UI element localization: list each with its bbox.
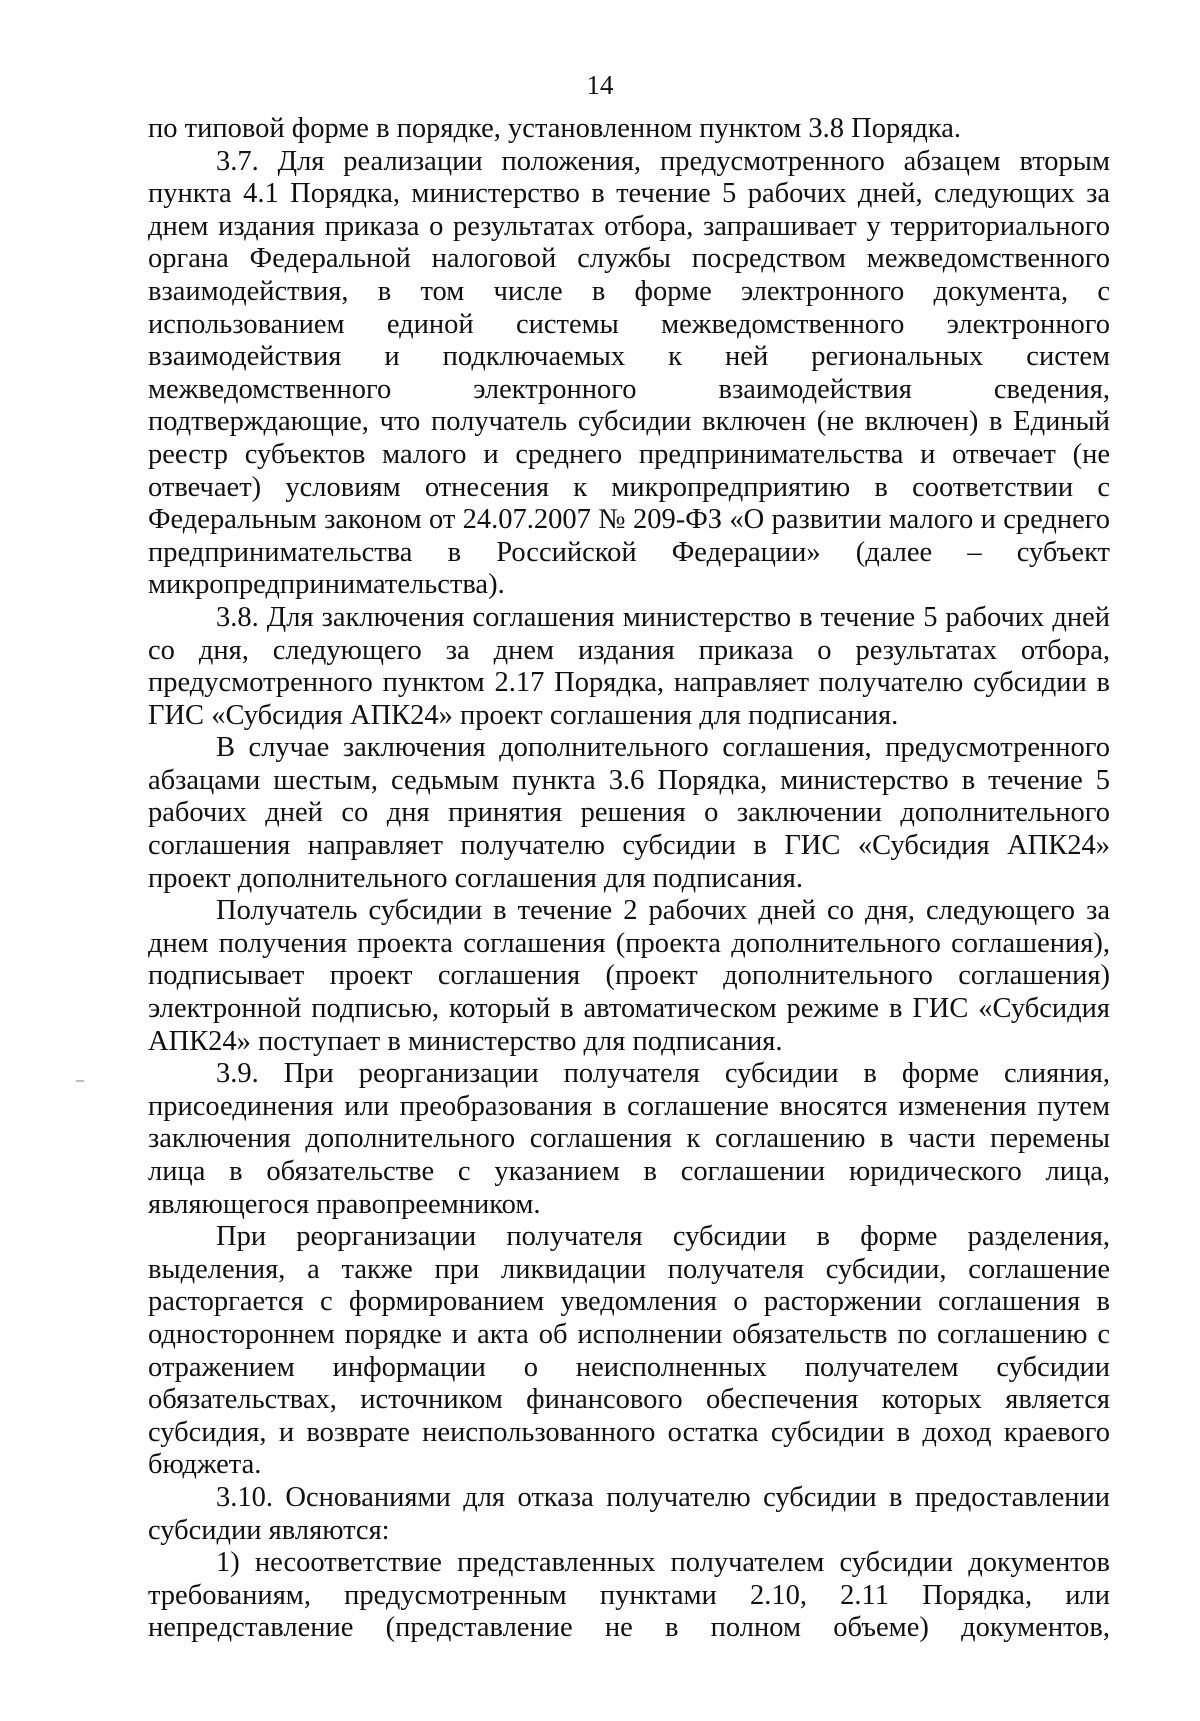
- paragraph-continuation: по типовой форме в порядке, установленном пунктом 3.8 Порядка.: [148, 113, 962, 144]
- paragraph-3-10: 3.10. Основаниями для отказа получателю субсидии в предоставлении субсидии являются:: [148, 1481, 1110, 1546]
- paragraph-recipient-signing: Получатель субсидии в течение 2 рабочих дней со дня, следующего за днем получения проекта соглашения (проекта дополнительного соглашения), подписывает проект соглашения (проект дополнительного соглашения) электронной подписью, который в автоматическом режиме в ГИС «Субсидия АПК24» поступает в министерство для подписания.: [148, 895, 1110, 1057]
- paragraph-3-7: 3.7. Для реализации положения, предусмотренного абзацем вторым пункта 4.1 Порядка, министерство в течение 5 рабочих дней, следующих за днем издания приказа о результатах отбора, запрашивает у территориального органа Федеральной налоговой службы посредством межведомственного взаимодействия, в том числе в форме электронного документа, с использованием единой системы межведомственного электронного взаимодействия и подключаемых к ней региональных систем межведомственного электронного взаимодействия сведения, подтверждающие, что получатель субсидии включен (не включен) в Единый реестр субъектов малого и среднего предпринимательства и отвечает (не отвечает) условиям отнесения к микропредприятию в соответствии с Федеральным законом от 24.07.2007 № 209-ФЗ «О развитии малого и среднего предпринимательства в Российской Федерации» (далее – субъект микропредпринимательства).: [148, 145, 1110, 601]
- paragraph-3-8: 3.8. Для заключения соглашения министерство в течение 5 рабочих дней со дня, следующего за днем издания приказа о результатах отбора, предусмотренного пунктом 2.17 Порядка, направляет получателю субсидии в ГИС «Субсидия АПК24» проект соглашения для подписания.: [148, 601, 1110, 731]
- paragraph-reorganization-termination: При реорганизации получателя субсидии в форме разделения, выделения, а также при ликвидации получателя субсидии, соглашение расторгается с формированием уведомления о расторжении соглашения в одностороннем порядке и акта об исполнении обязательств по соглашению с отражением информации о неисполненных получателем субсидии обязательствах, источником финансового обеспечения которых является субсидия, и возврате неиспользованного остатка субсидии в доход краевого бюджета.: [148, 1221, 1110, 1481]
- paragraph-3-9: 3.9. При реорганизации получателя субсидии в форме слияния, присоединения или преобразования в соглашение вносятся изменения путем заключения дополнительного соглашения к соглашению в части перемены лица в обязательстве с указанием в соглашении юридического лица, являющегося правопреемником.: [148, 1058, 1110, 1220]
- paragraph-additional-agreement: В случае заключения дополнительного соглашения, предусмотренного абзацами шестым, седьмым пункта 3.6 Порядка, министерство в течение 5 рабочих дней со дня принятия решения о заключении дополнительного соглашения направляет получателю субсидии в ГИС «Субсидия АПК24» проект дополнительного соглашения для подписания.: [148, 732, 1110, 894]
- document-body: [148, 113, 1110, 1645]
- page-number: 14: [586, 70, 614, 100]
- scan-artifact: [76, 1080, 84, 1082]
- list-item-1: 1) несоответствие представленных получателем субсидии документов требованиям, предусмотренным пунктами 2.10, 2.11 Порядка, или непредставление (представление не в полном объеме) документов,: [148, 1547, 1110, 1644]
